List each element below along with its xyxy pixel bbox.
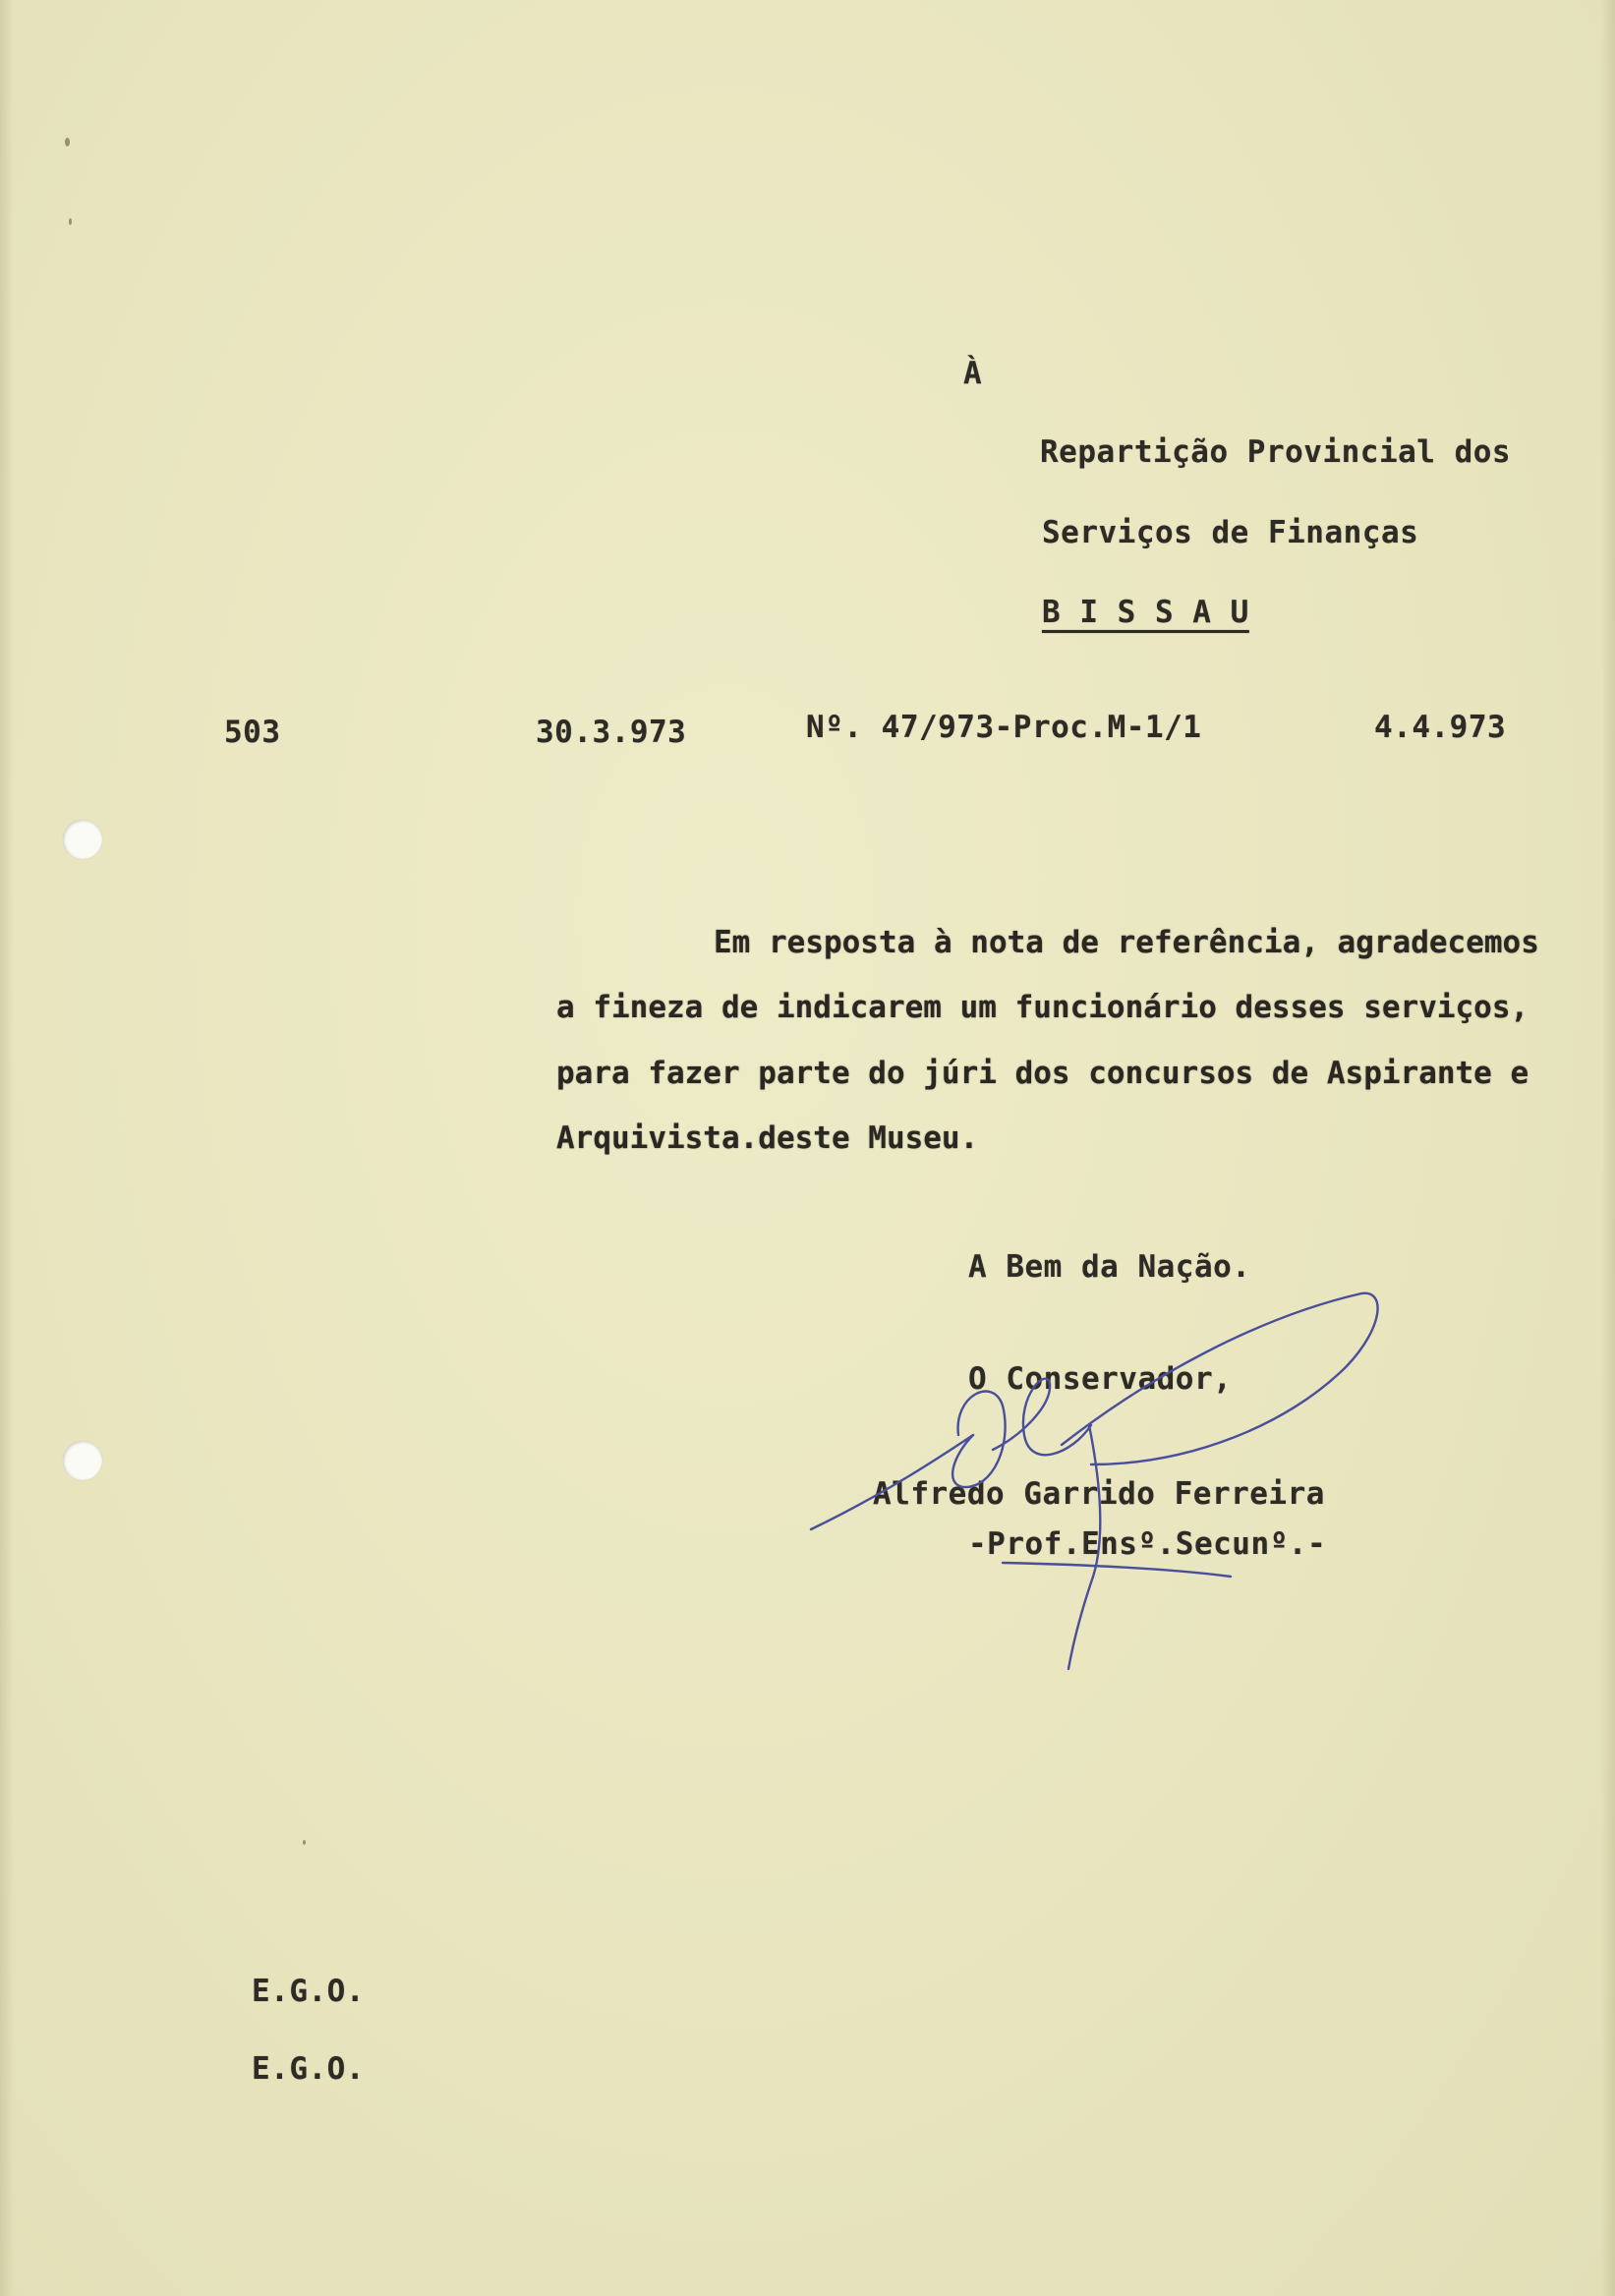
signature-stroke-underline: [1003, 1563, 1231, 1577]
addressee-salutation: À: [963, 356, 983, 391]
footer-initials-2: E.G.O.: [252, 2051, 365, 2087]
page-right-edge-shadow: [1601, 0, 1615, 2296]
paper-speck: [303, 1840, 306, 1845]
paper-speck: [65, 138, 70, 146]
signature-stroke-loop-2: [993, 1379, 1091, 1456]
signatory-title: -Prof.Ensº.Secunº.-: [968, 1526, 1327, 1562]
reference-code: Nº. 47/973-Proc.M-1/1: [806, 710, 1202, 745]
body-line-4: Arquivista.deste Museu.: [556, 1120, 979, 1156]
reference-date-received: 30.3.973: [536, 715, 687, 750]
addressee-city: B I S S A U: [1042, 595, 1249, 630]
signature-stroke-loop-1: [952, 1392, 1006, 1488]
closing-role: O Conservador,: [968, 1361, 1233, 1397]
signature-stroke-tail: [811, 1435, 973, 1529]
closing-salutation: A Bem da Nação.: [968, 1249, 1251, 1285]
punch-hole-top: [63, 820, 102, 859]
footer-initials-1: E.G.O.: [252, 1974, 365, 2009]
page-left-edge-shadow: [0, 0, 14, 2296]
addressee-line-2: Serviços de Finanças: [1042, 515, 1419, 550]
handwritten-signature: [796, 1288, 1386, 1681]
body-line-2: a fineza de indicarem um funcionário desses serviços,: [556, 990, 1529, 1025]
reference-number: 503: [224, 715, 281, 750]
signature-stroke-stem: [1068, 1425, 1100, 1669]
signature-stroke-big-oval: [1062, 1293, 1378, 1464]
body-line-3: para fazer parte do júri dos concursos de Aspirante e: [556, 1056, 1529, 1091]
body-line-1: Em resposta à nota de referência, agradecemos: [714, 925, 1539, 960]
addressee-line-1: Repartição Provincial dos: [1040, 434, 1512, 470]
paper-speck: [69, 218, 72, 225]
reference-date-sent: 4.4.973: [1374, 710, 1507, 745]
signatory-name: Alfredo Garrido Ferreira: [873, 1476, 1325, 1512]
punch-hole-bottom: [63, 1441, 102, 1480]
